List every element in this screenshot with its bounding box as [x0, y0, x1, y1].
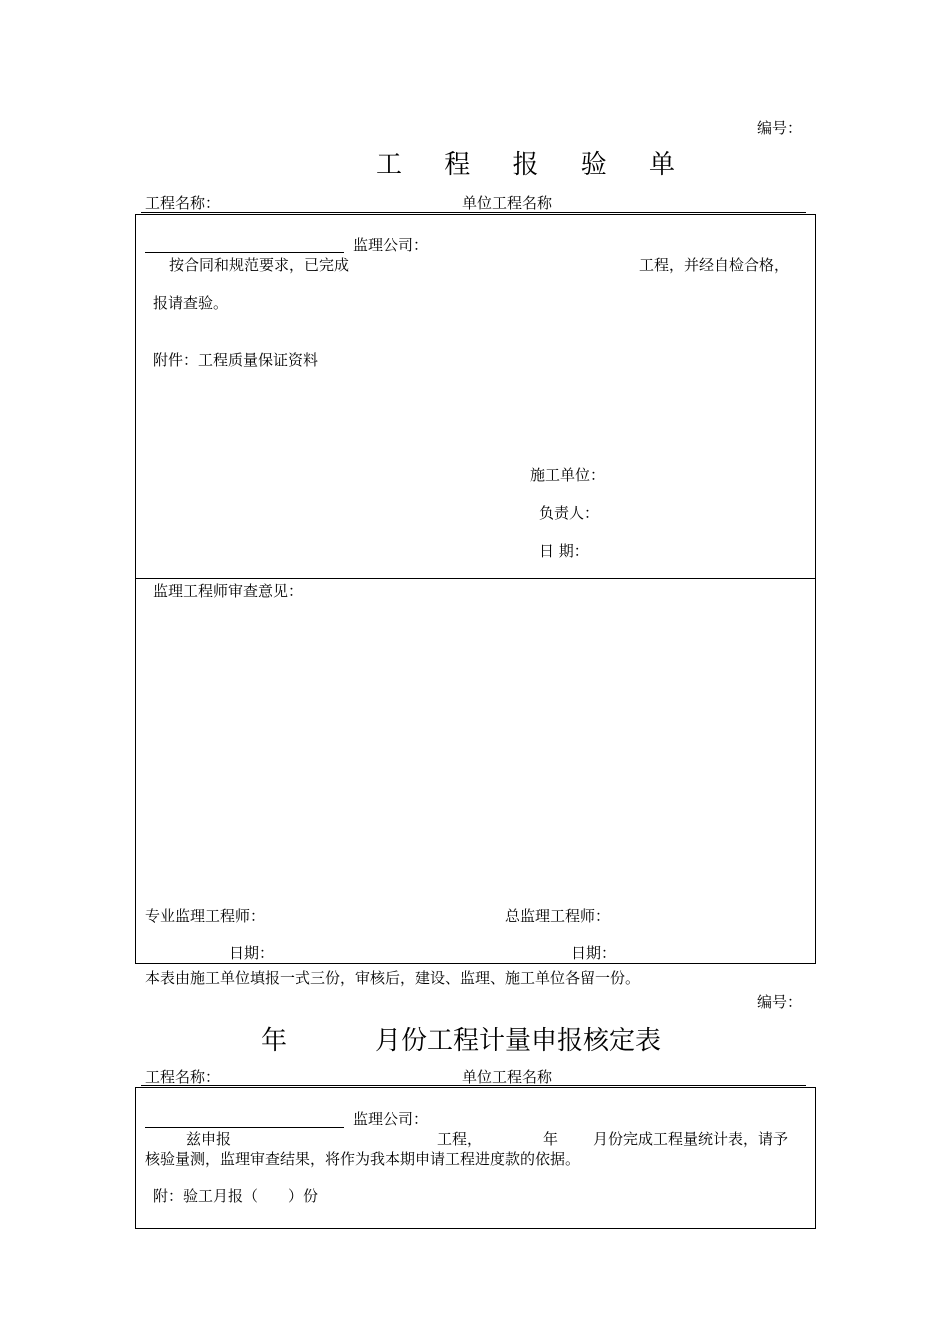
- doc1-request-line2: 报请查验。: [153, 294, 229, 312]
- doc1-title: 工 程 报 验 单: [376, 150, 693, 180]
- doc1-request-line1-end: 工程，并经自检合格，: [639, 256, 790, 274]
- doc1-responsible-label: 负责人：: [539, 504, 600, 522]
- doc1-review-label: 监理工程师审查意见：: [153, 582, 304, 600]
- doc2-header-underline: [141, 1085, 806, 1086]
- doc2-unit-project-label: 单位工程名称: [462, 1068, 553, 1086]
- doc1-number-label: 编号：: [757, 119, 803, 137]
- doc1-header-underline: [141, 212, 806, 213]
- doc2-line1-d: 月份完成工程量统计表，请予: [593, 1130, 789, 1148]
- doc1-request-line1-start: 按合同和规范要求，已完成: [169, 256, 350, 274]
- doc1-supervisor-company-label: 监理公司：: [353, 236, 429, 254]
- doc1-footnote: 本表由施工单位填报一式三份，审核后，建设、监理、施工单位各留一份。: [145, 969, 641, 987]
- doc2-line1-c: 年: [543, 1130, 559, 1148]
- doc2-attachment: 附：验工月报（ ）份: [153, 1187, 319, 1205]
- doc1-recipient-blank[interactable]: [145, 252, 344, 253]
- doc1-chief-label: 总监理工程师：: [505, 907, 611, 925]
- doc2-project-name-label: 工程名称：: [145, 1068, 221, 1086]
- doc1-section-divider: [135, 578, 816, 579]
- doc2-title-year: 年: [261, 1026, 288, 1056]
- doc1-specialist-label: 专业监理工程师：: [145, 907, 266, 925]
- doc1-date1-label: 日期：: [229, 944, 275, 962]
- doc1-attachment: 附件：工程质量保证资料: [153, 351, 319, 369]
- doc1-unit-project-label: 单位工程名称: [462, 194, 553, 212]
- doc2-line1-b: 工程，: [437, 1130, 483, 1148]
- doc2-number-label: 编号：: [757, 993, 803, 1011]
- doc2-title: 月份工程计量申报核定表: [375, 1026, 662, 1056]
- doc2-line2: 核验量测，监理审查结果，将作为我本期申请工程进度款的依据。: [145, 1150, 581, 1168]
- doc1-date2-label: 日期：: [571, 944, 617, 962]
- doc1-contractor-label: 施工单位：: [530, 466, 606, 484]
- doc2-supervisor-company-label: 监理公司：: [353, 1110, 429, 1128]
- doc1-date-label: 日 期：: [539, 542, 589, 560]
- doc2-recipient-blank[interactable]: [145, 1127, 344, 1128]
- doc2-line1-a: 兹申报: [186, 1130, 232, 1148]
- doc1-project-name-label: 工程名称：: [145, 194, 221, 212]
